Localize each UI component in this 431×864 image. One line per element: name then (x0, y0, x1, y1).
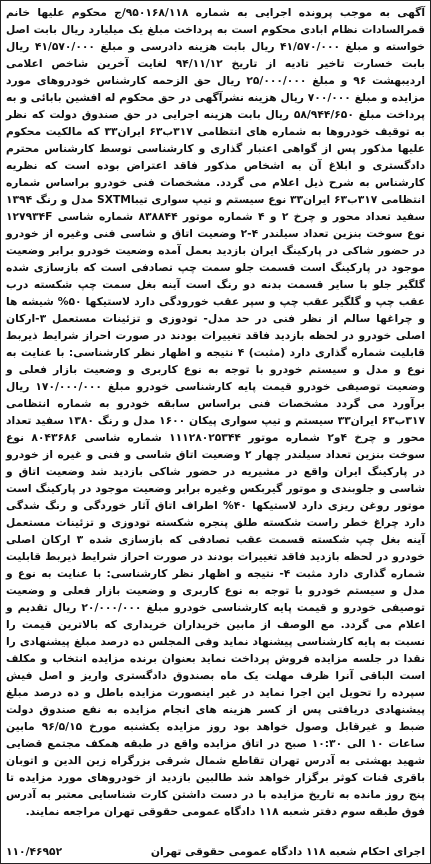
reference-number: ۱۱۰/۴۶۹۵۲ (6, 845, 63, 858)
notice-body: آگهی به موجب پرونده اجرایی به شماره ۹۵۰۱۶۸/۱۱۸/ج محکوم علیها خانم قمرالسادات نظام ابادی محکوم است به پرداخت مبلغ یک میلیارد ریال بابت اصل خواسته و مبلغ ۴۱/۵۷۰/۰۰۰ ریال بابت هزینه دادرسی و مبلغ ۴۱/۵۷۰/۰۰۰ ریال بابت خسارت تاخیر تادیه از تاریخ ۹۴/۱۱/۱۲ لغایت آخرین شاخص اعلامی اردیبهشت ۹۶ و مبلغ ۲۵/۰۰۰/۰۰۰ ریال حق الزحمه کارشناس خودروهای مورد مزایده و مبلغ ۷۰۰/۰۰۰ ریال هزینه نشرآگهی در حق محکوم له افشین بابائی و به پرداخت مبلغ ۵۸/۹۴۴/۶۵۰ ریال بابت هزینه اجرایی در حق صندوق دولت که نظر به توقیف خودروها به شماره های انتظامی ۳۱۷ب۶۳ ایران۳۳ که مالکیت محکوم علیها مذکور پس از گواهی اعتبار گذاری و کارشناسی توسط کارشناس محترم دادگستری و ابلاغ آن به اشخاص مذکور فاقد اعتراض بوده است که نظریه کارشناس به شرح ذیل اعلام می گردد. مشخصات فنی خودرو براساس شماره انتظامی ۳۱۷ب۶۳ ایران۳۳ نوع سیستم و تیپ سواری تیباSXTM مدل و رنگ ۱۳۹۴ سفید تعداد محور و چرخ ۲ و ۴ شماره موتور ۸۳۸۸۴۴ شماره شاسی ۱۲۷۹۳۴F نوع سوخت بنزین تعداد سیلندر ۴-۲ وضعیت اتاق و شاسی فنی وغیره از خودرو در حضور شاکی در پارکینگ ایران بازدید بعمل آمده وضعیت خودرو برابر وضعیت موجود در پارکینگ است قسمت جلو سمت چپ تصادفی است که بازسازی شده گلگیر جلو با سایر قسمت بدنه دو رنگ است آینه بغل سمت چپ شکسته درب عقب چپ و گلگیر عقب چپ و سپر عقب خورودگی دارد لاستیکها ۵۰% شیشه ها و چراغها سالم از نظر فنی در حد مدل- تودوزی و تزئینات مستعمل ۳-ارکان اصلی خودرو در لحظه بازدید فاقد تغییرات بودند در صورت احراز شرایط ذیربط قابلیت شماره گذاری دارد (مثبت) ۴ نتیجه و اظهار نظر کارشناسی: با عنایت به نوع و مدل و سیستم خودرو با توجه به نوع کاربری و وضعیت بازار فعلی و وضعیت توصیفی خودرو قیمت پایه کارشناسی خودرو مبلغ ۱۷۰/۰۰۰/۰۰۰ ریال برآورد می گردد مشخصات فنی براساس سابقه خودرو به شماره انتظامی ۳۱۷ب۶۳ ایران۳۳ سیستم و تیپ سواری پیکان ۱۶۰۰ مدل و رنگ ۱۳۸۰ سفید تعداد محور و چرخ ۴و۲ شماره موتور ۱۱۱۲۸۰۲۵۳۴۴ شماره شاسی ۸۰۴۳۶۸۶ نوع سوخت بنزین تعداد سیلندر چهار ۲ وضعیت اتاق شاسی و فنی و غیره از خودرو در پارکینگ ایران واقع در مشیریه در حضور شاکی بازدید شد وضعیت اتاق و شاسی و جلوبندی و موتور گیربکس وغیره برابر وضعیت موجود در پارکینگ است موتور روغن ریزی دارد لاستیکها ۴۰% اطراف اتاق آثار خوردگی و رنگ شدگی دارد چراغ خطر راست شکسته طلق پنجره شکسته تودوزی و تزئینات مستعمل آینه بغل چپ شکسته قسمت عقب تصادفی که بازسازی شده ۳ ارکان اصلی خودرو در لحظه بازدید فاقد تغییرات بودند در صورت احراز شرایط ذیربط قابلیت شماره گذاری دارد مثبت ۴- نتیجه و اظهار نظر کارشناسی: با عنایت به نوع و مدل و سیستم خودرو با توجه به نوع کاربری و وضعیت بازار فعلی و وضعیت توصیفی خودرو و قیمت پایه کارشناسی خودرو مبلغ ۲۰/۰۰۰/۰۰۰ ریال تقدیم و اعلام می گردد. مع الوصف از مابین خریداران خریداری که بالاترین قیمت را نسبت به پایه کارشناسی پیشنهاد نماید وفی المجلس ده درصد مبلغ پیشنهادی را نقدا در جلسه مزایده فروش پرداخت نماید بعنوان برنده مزایده انتخاب و مکلف است الباقی آنرا ظرف مهلت یک ماه بصندوق دادگستری واریز و اصل فیش سپرده را تحویل این اجرا نماید در غیر اینصورت مزایده باطل و ده درصد مبلغ پیشنهادی دریافتی پس از کسر هزینه های انجام مزایده به نفع صندوق دولت ضبط و غیرقابل وصول خواهد بود روز مزایده یکشنبه مورخ ۹۶/۵/۱۵ مابین ساعات ۱۰ الی ۱۰:۳۰ صبح در اتاق مزایده واقع در طبقه همکف مجتمع قضایی شهید بهشتی به آدرس تهران تقاطع شمال شرقی بزرگراه زین الدین و اتوبان باقری قنات کوثر برگزار خواهد شد طالبین بازدید از خودروهای مورد مزایده تا پنج روز مانده به تاریخ مزایده با در دست داشتن کارت شناسایی معتبر به آدرس فوق طبقه سوم دفتر شعبه ۱۱۸ دادگاه عمومی حقوقی تهران مراجعه نمایند. (6, 6, 426, 818)
issuer-signature: اجرای احکام شعبه ۱۱۸ دادگاه عمومی حقوقی تهران (150, 845, 425, 858)
notice-footer (6, 843, 425, 860)
